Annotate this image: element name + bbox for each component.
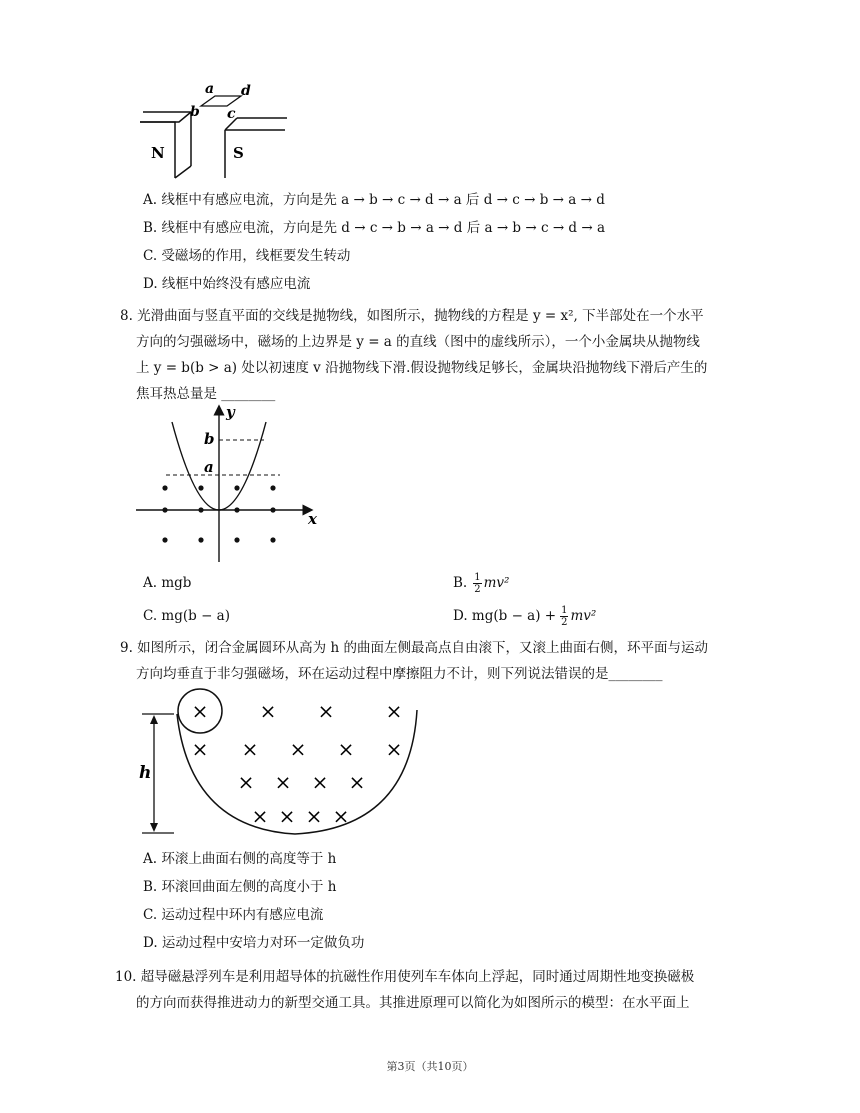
north-pole-block bbox=[140, 112, 191, 178]
axis-label-y: y bbox=[226, 403, 235, 421]
label-b: b bbox=[190, 104, 200, 120]
label-a: a bbox=[205, 81, 215, 97]
fraction-denominator: 2 bbox=[474, 583, 481, 595]
svg-text:×: × bbox=[191, 699, 209, 723]
q7-option-a: A. 线框中有感应电流，方向是先 a → b → c → d → a 后 d → c → b → a → d bbox=[143, 192, 605, 208]
svg-text:×: × bbox=[191, 737, 209, 761]
q8-line-1: 8. 光滑曲面与竖直平面的交线是抛物线，如图所示，抛物线的方程是 y = x², 下半部处在一个水平 bbox=[120, 308, 704, 324]
q9-line-2: 方向均垂直于非匀强磁场，环在运动过程中摩擦阻力不计，则下列说法错误的是________ bbox=[136, 666, 663, 682]
q10-line-1: 10. 超导磁悬浮列车是利用超导体的抗磁性作用使列车车体向上浮起，同时通过周期性地变换磁极 bbox=[115, 969, 695, 985]
svg-text:×: × bbox=[259, 699, 277, 723]
q8-option-d-suffix: mv² bbox=[570, 608, 597, 624]
q9-option-a: A. 环滚上曲面右侧的高度等于 h bbox=[143, 851, 337, 867]
q7-option-c: C. 受磁场的作用，线框要发生转动 bbox=[143, 248, 351, 264]
q9-option-c: C. 运动过程中环内有感应电流 bbox=[143, 907, 324, 923]
q8-option-b-suffix: mv² bbox=[483, 575, 510, 591]
q8-option-c: C. mg(b − a) bbox=[143, 608, 230, 624]
q8-option-d bbox=[453, 599, 596, 633]
svg-text:×: × bbox=[332, 804, 350, 828]
q8-line-4: 焦耳热总量是 ________ bbox=[136, 386, 276, 402]
q8-option-b-prefix: B. bbox=[453, 575, 468, 591]
fraction-denominator: 2 bbox=[561, 616, 568, 628]
q8-line-3: 上 y = b(b > a) 处以初速度 v 沿抛物线下滑.假设抛物线足够长，金属块沿抛物线下滑后产生的 bbox=[136, 360, 708, 376]
label-b-level: b bbox=[204, 430, 215, 448]
label-c: c bbox=[227, 106, 236, 122]
svg-text:×: × bbox=[348, 770, 366, 794]
q9-ring-figure bbox=[130, 688, 425, 838]
q9-option-b: B. 环滚回曲面左侧的高度小于 h bbox=[143, 879, 337, 895]
svg-text:×: × bbox=[305, 804, 323, 828]
fraction-numerator: 1 bbox=[561, 604, 568, 616]
label-a-level: a bbox=[204, 458, 214, 476]
q7-magnet-figure bbox=[135, 78, 295, 180]
svg-text:×: × bbox=[385, 737, 403, 761]
q8-parabola-figure bbox=[132, 402, 322, 564]
page-footer: 第3页（共10页） bbox=[386, 1060, 474, 1073]
svg-text:×: × bbox=[251, 804, 269, 828]
q8-option-d-prefix: D. mg(b − a) + bbox=[453, 608, 557, 624]
q10-line-2: 的方向而获得推进动力的新型交通工具。其推进原理可以简化为如图所示的模型：在水平面上 bbox=[136, 995, 690, 1011]
q7-option-b: B. 线框中有感应电流，方向是先 d → c → b → a → d 后 a → b → c → d → a bbox=[143, 220, 606, 236]
svg-text:×: × bbox=[274, 770, 292, 794]
svg-text:×: × bbox=[278, 804, 296, 828]
q8-line-2: 方向的匀强磁场中，磁场的上边界是 y = a 的直线（图中的虚线所示），一个小金属块从抛物线 bbox=[136, 334, 700, 350]
svg-text:×: × bbox=[337, 737, 355, 761]
fraction-numerator: 1 bbox=[474, 571, 481, 583]
svg-text:×: × bbox=[241, 737, 259, 761]
wire-frame bbox=[201, 96, 241, 106]
q8-option-b bbox=[453, 566, 509, 600]
axis-label-x: x bbox=[308, 510, 317, 528]
svg-text:×: × bbox=[317, 699, 335, 723]
label-d: d bbox=[241, 83, 251, 99]
fraction-half bbox=[473, 572, 481, 595]
label-N: N bbox=[151, 144, 165, 162]
svg-text:×: × bbox=[289, 737, 307, 761]
svg-text:×: × bbox=[385, 699, 403, 723]
q9-line-1: 9. 如图所示，闭合金属圆环从高为 h 的曲面左侧最高点自由滚下，又滚上曲面右侧，环平面与运动 bbox=[120, 640, 708, 656]
field-crosses bbox=[192, 699, 403, 828]
q9-option-d: D. 运动过程中安培力对环一定做负功 bbox=[143, 935, 365, 951]
q7-option-d: D. 线框中始终没有感应电流 bbox=[143, 276, 311, 292]
svg-text:×: × bbox=[237, 770, 255, 794]
svg-text:×: × bbox=[311, 770, 329, 794]
label-S: S bbox=[233, 144, 244, 162]
fraction-half bbox=[560, 605, 568, 628]
q8-option-a: A. mgb bbox=[143, 575, 192, 591]
label-h: h bbox=[139, 763, 152, 783]
